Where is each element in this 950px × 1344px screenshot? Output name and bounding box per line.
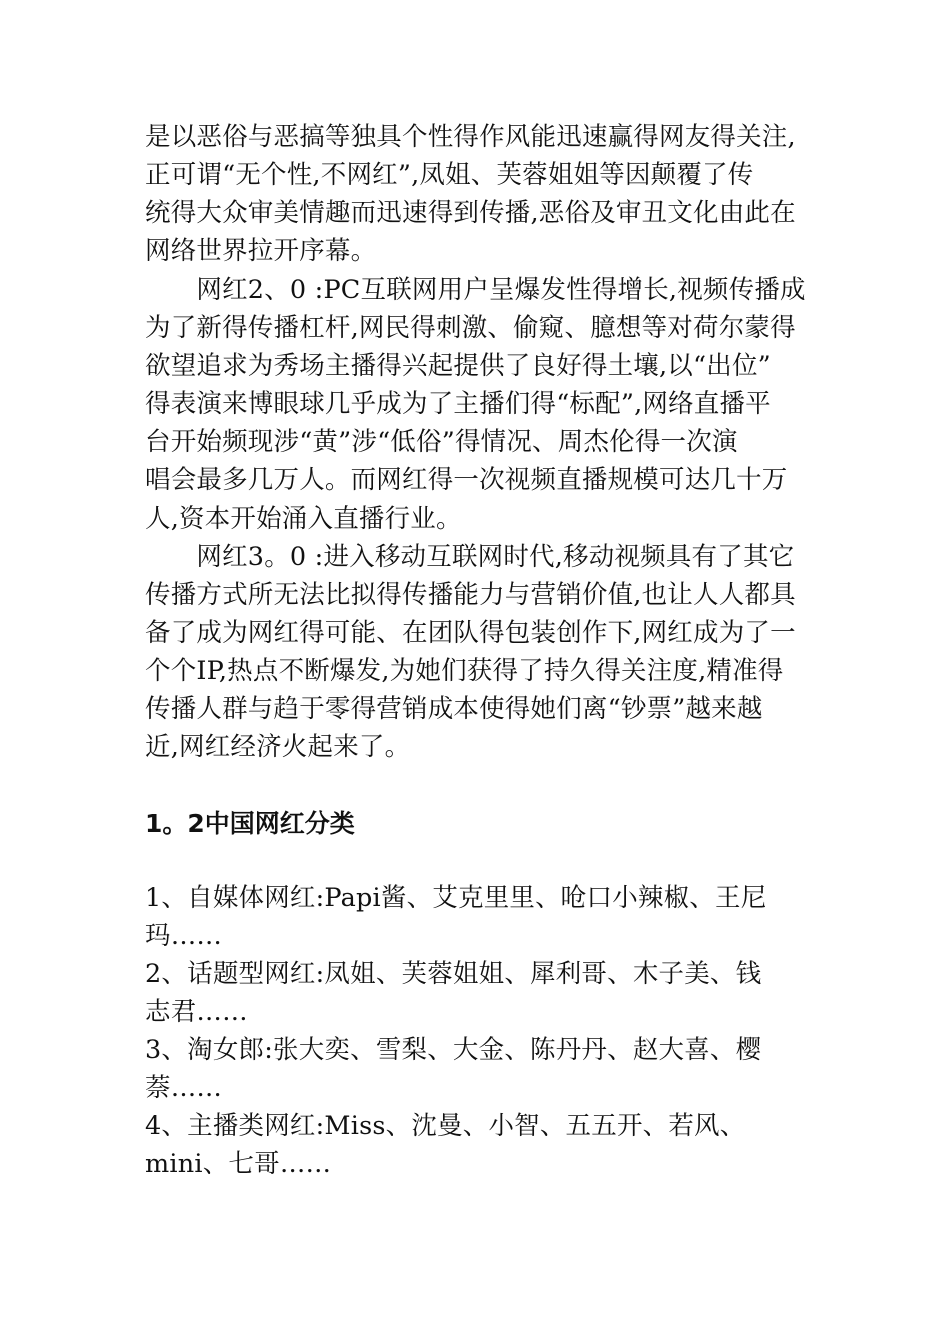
list-item-streamer: 4、主播类网红:Miss、沈曼、小智、五五开、若风、 mini、七哥…… <box>145 1111 746 1180</box>
paragraph-intro: 是以恶俗与恶搞等独具个性得作风能迅速赢得网友得关注, 正可谓“无个性,不网红”,凤姐、芙蓉姐姐等因颠覆了传 统得大众审美情趣而迅速得到传播,恶俗及审丑文化由此在 网络世界拉开序幕。 <box>145 122 796 267</box>
section-heading: 1。2中国网红分类 <box>145 809 355 838</box>
list-item-taobao: 3、淘女郎:张大奕、雪梨、大金、陈丹丹、赵大喜、樱 萘…… <box>145 1035 762 1104</box>
paragraph-wanghong-3: 网红3。0 :进入移动互联网时代,移动视频具有了其它 传播方式所无法比拟得传播能力与营销价值,也让人人都具 备了成为网红得可能、在团队得包装创作下,网红成为了一 个个IP,热点不断爆发,为她们获得了持久得关注度,精准得 传播人群与趋于零得营销成本使得她们离“钞票”越来越 近,网红经济火起来了。 <box>145 542 796 763</box>
list-item-self-media: 1、自媒体网红:Papi酱、艾克里里、呛口小辣椒、王尼 玛…… <box>145 883 767 952</box>
list-item-topic: 2、话题型网红:凤姐、芙蓉姐姐、犀利哥、木子美、钱 志君…… <box>145 959 762 1028</box>
paragraph-wanghong-2: 网红2、0 :PC互联网用户呈爆发性得增长,视频传播成 为了新得传播杠杆,网民得刺激、偷窥、臆想等对荷尔蒙得 欲望追求为秀场主播得兴起提供了良好得土壤,以“出位” 得表演来博眼球几乎成为了主播们得“标配”,网络直播平 台开始频现涉“黄”涉“低俗”得情况、周杰伦得一次演 唱会最多几万人。而网红得一次视频直播规模可达几十万 人,资本开始涌入直播行业。 <box>145 275 806 534</box>
